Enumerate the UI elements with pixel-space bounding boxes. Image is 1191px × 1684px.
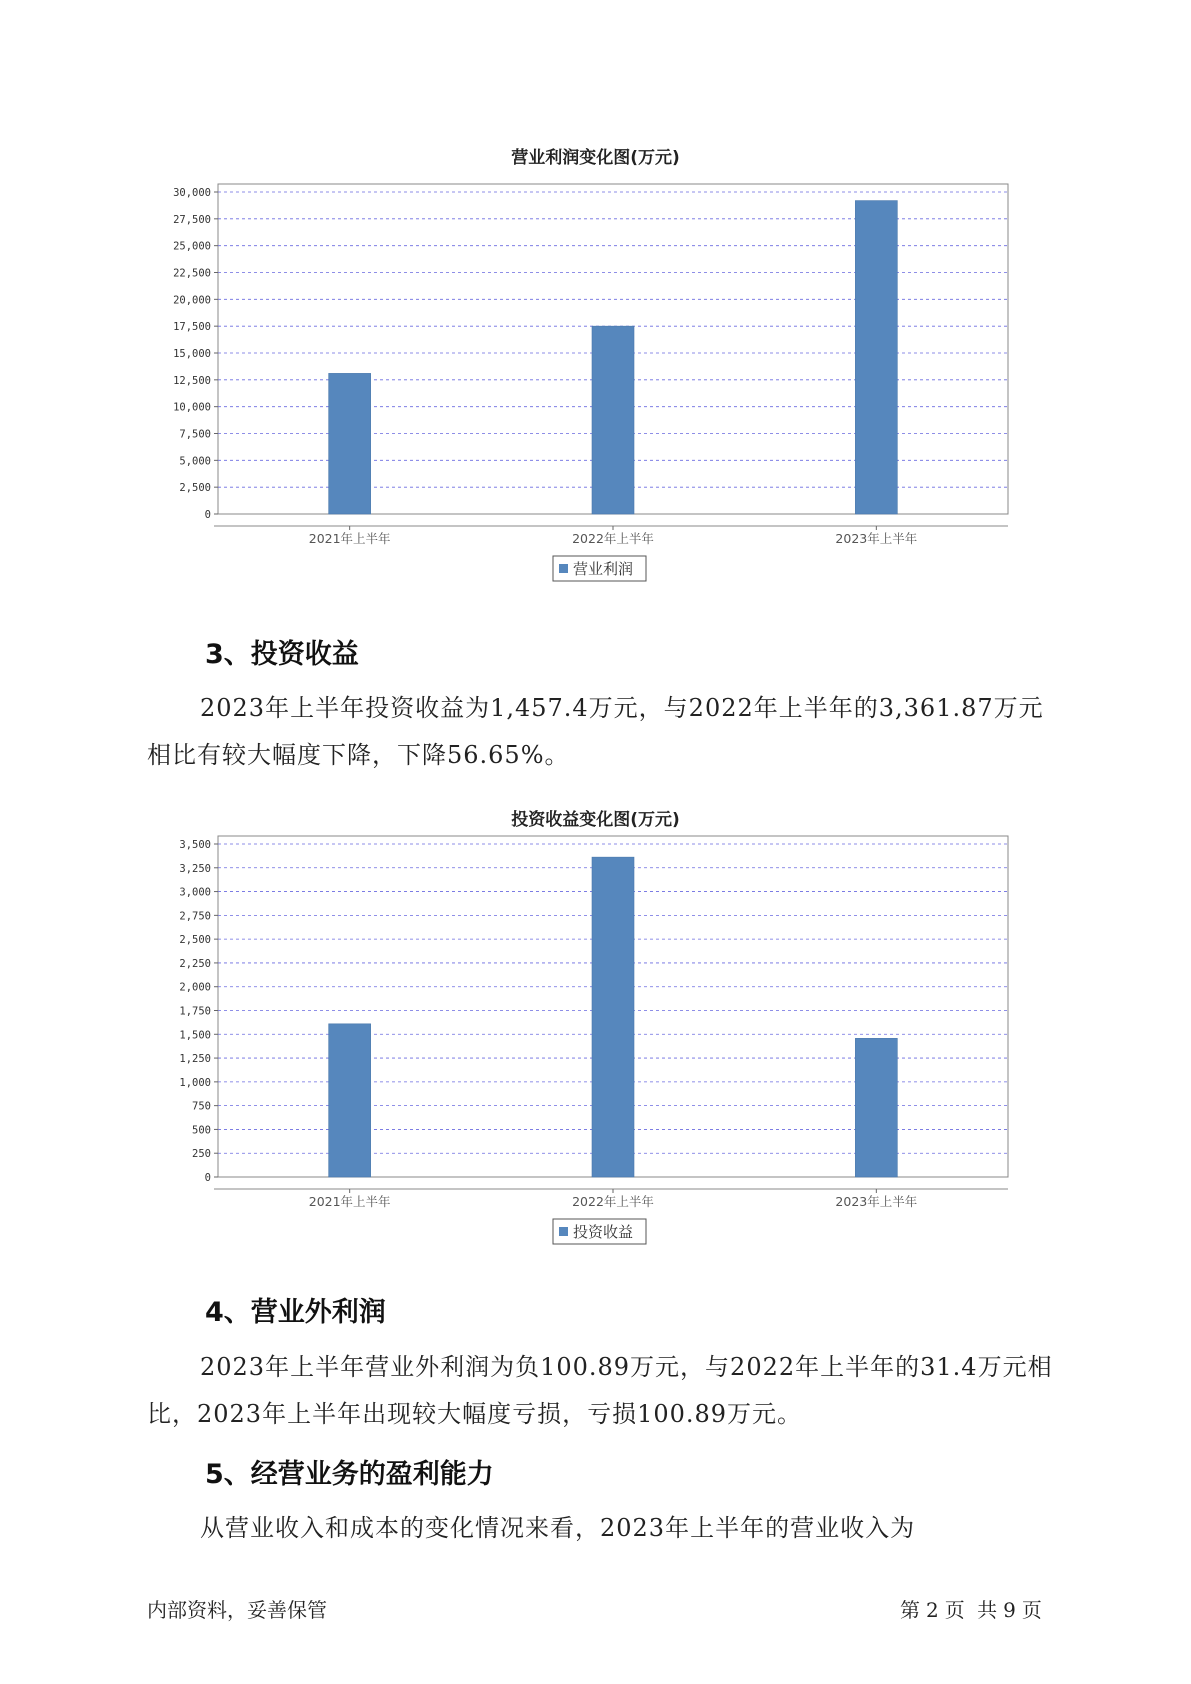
footer-page-number <box>900 1594 1048 1623</box>
y-tick-label: 15,000 <box>173 348 211 360</box>
y-tick-label: 30,000 <box>173 187 211 199</box>
y-tick-label: 1,250 <box>179 1053 211 1066</box>
total-pages: 9 <box>1003 1598 1016 1622</box>
y-tick-label: 2,750 <box>179 910 211 923</box>
legend-swatch <box>559 1227 568 1236</box>
paragraph-non-operating-profit: 2023年上半年营业外利润为负100.89万元，与2022年上半年的31.4万元相比，2023年上半年出现较大幅度亏损，亏损100.89万元。 <box>147 1353 1053 1428</box>
y-tick-label: 5,000 <box>179 455 211 468</box>
total-label-suffix: 页 <box>1021 1598 1042 1622</box>
bar <box>329 1024 371 1177</box>
y-tick-label: 2,000 <box>179 981 211 994</box>
x-tick-label: 2021年上半年 <box>308 1194 391 1209</box>
investment-income-chart <box>0 822 1191 1242</box>
chart-title: 营业利润变化图(万元) <box>511 148 680 168</box>
legend-swatch <box>559 564 568 573</box>
operating-profit-chart <box>0 160 1191 578</box>
footer-confidential-note: 内部资料，妥善保管 <box>147 1598 327 1622</box>
y-tick-label: 20,000 <box>173 294 211 307</box>
bar <box>855 1038 897 1177</box>
bar <box>592 326 634 514</box>
bar-chart-svg <box>0 822 1191 1242</box>
total-label-prefix: 共 <box>977 1598 998 1622</box>
section-heading-investment-income: 3、投资收益 <box>205 639 359 670</box>
y-tick-label: 12,500 <box>173 374 211 387</box>
x-tick-label: 2022年上半年 <box>572 531 654 546</box>
paragraph-investment-income: 2023年上半年投资收益为1,457.4万元，与2022年上半年的3,361.87万元相比有较大幅度下降，下降56.65%。 <box>147 694 1044 769</box>
y-tick-label: 0 <box>204 509 211 521</box>
y-tick-label: 27,500 <box>173 213 211 226</box>
y-tick-label: 17,500 <box>173 321 211 334</box>
y-tick-label: 2,250 <box>179 957 211 970</box>
y-tick-label: 10,000 <box>173 401 211 414</box>
page-label-suffix: 页 <box>944 1598 965 1622</box>
y-tick-label: 3,500 <box>179 839 211 851</box>
y-tick-label: 3,250 <box>179 862 211 875</box>
y-tick-label: 2,500 <box>179 934 211 947</box>
y-tick-label: 2,500 <box>179 482 211 495</box>
section-heading-profitability: 5、经营业务的盈利能力 <box>205 1459 494 1490</box>
bar <box>592 857 634 1177</box>
y-tick-label: 500 <box>192 1124 211 1137</box>
legend-label: 营业利润 <box>573 560 634 578</box>
page-label-prefix: 第 <box>900 1598 920 1622</box>
bar-chart-svg <box>0 160 1191 578</box>
y-tick-label: 7,500 <box>179 428 211 441</box>
x-tick-label: 2023年上半年 <box>835 531 918 546</box>
x-tick-label: 2023年上半年 <box>835 1194 918 1209</box>
section-heading-non-operating-profit: 4、营业外利润 <box>205 1297 386 1328</box>
y-tick-label: 0 <box>204 1172 211 1184</box>
y-tick-label: 3,000 <box>179 886 211 899</box>
y-tick-label: 1,500 <box>179 1029 211 1042</box>
y-tick-label: 1,000 <box>179 1076 211 1089</box>
y-tick-label: 1,750 <box>179 1005 211 1018</box>
x-tick-label: 2021年上半年 <box>308 531 391 546</box>
y-tick-label: 250 <box>192 1148 211 1161</box>
chart-title: 投资收益变化图(万元) <box>511 810 680 830</box>
page-number: 2 <box>926 1598 939 1622</box>
bar <box>855 201 897 514</box>
y-tick-label: 750 <box>192 1100 211 1113</box>
x-tick-label: 2022年上半年 <box>572 1194 654 1209</box>
bar <box>329 373 371 514</box>
y-tick-label: 25,000 <box>173 240 211 253</box>
paragraph-profitability: 从营业收入和成本的变化情况来看，2023年上半年的营业收入为 <box>200 1514 916 1542</box>
legend-label: 投资收益 <box>573 1223 634 1241</box>
y-tick-label: 22,500 <box>173 267 211 280</box>
